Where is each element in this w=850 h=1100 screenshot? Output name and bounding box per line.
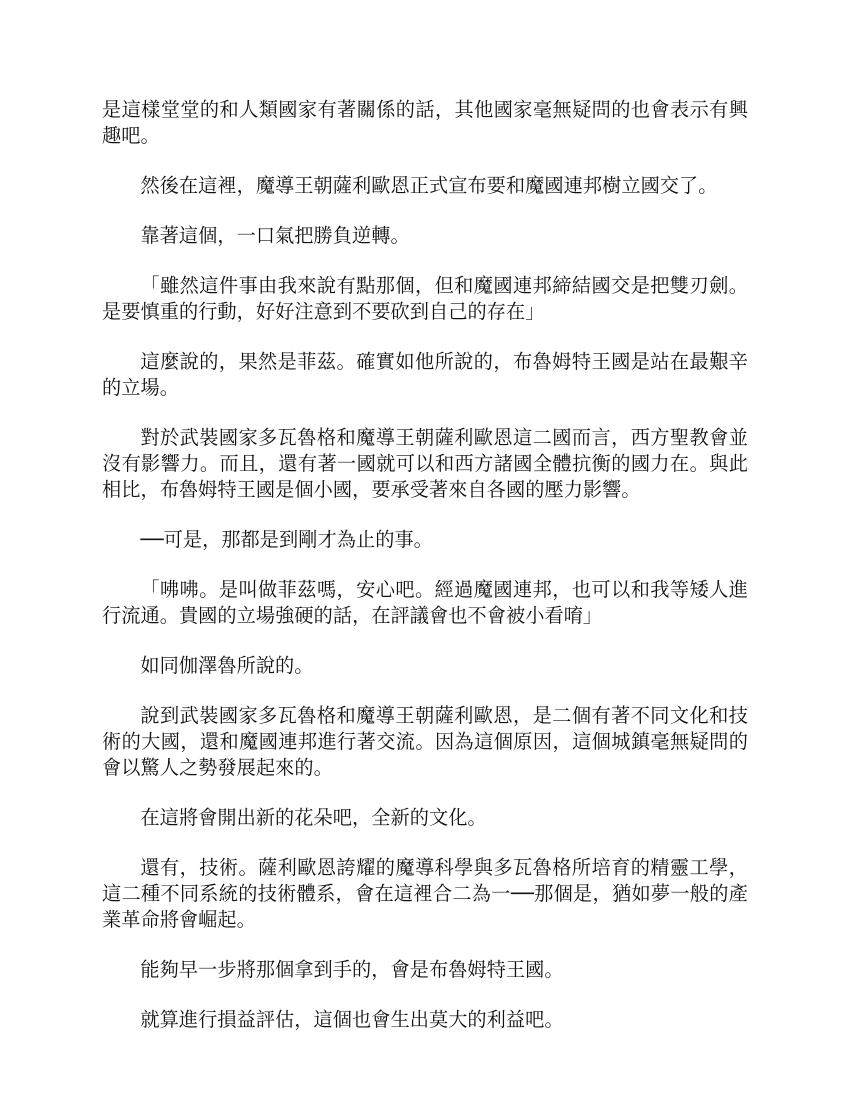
paragraph-1: 是這樣堂堂的和人類國家有著關係的話，其他國家毫無疑問的也會表示有興趣吧。	[102, 98, 748, 147]
paragraph-11: 在這將會開出新的花朵吧，全新的文化。	[140, 806, 487, 829]
document-page	[102, 97, 748, 1057]
paragraph-7: ──可是，那都是到剛才為止的事。	[140, 528, 433, 551]
paragraph-5: 這麼說的，果然是菲茲。確實如他所說的，布魯姆特王國是站在最艱辛的立場。	[102, 350, 748, 399]
paragraph-6: 對於武裝國家多瓦魯格和魔導王朝薩利歐恩這二國而言，西方聖教會並沒有影響力。而且，還有著一國就可以和西方諸國全體抗衡的國力在。與此相比，布魯姆特王國是個小國，要承受著來自各國的壓力影響。	[102, 426, 748, 501]
paragraph-9: 如同伽澤魯所說的。	[140, 654, 314, 677]
paragraph-2: 然後在這裡，魔導王朝薩利歐恩正式宣布要和魔國連邦樹立國交了。	[140, 174, 718, 197]
paragraph-13: 能夠早一步將那個拿到手的，會是布魯姆特王國。	[140, 958, 564, 981]
paragraph-4: 「雖然這件事由我來說有點那個，但和魔國連邦締結國交是把雙刃劍。是要慎重的行動，好好注意到不要砍到自己的存在」	[102, 274, 748, 323]
paragraph-12: 還有，技術。薩利歐恩誇耀的魔導科學與多瓦魯格所培育的精靈工學，這二種不同系統的技術體系，會在這裡合二為一──那個是，猶如夢一般的產業革命將會崛起。	[102, 856, 748, 931]
paragraph-14: 就算進行損益評估，這個也會生出莫大的利益吧。	[140, 1008, 564, 1031]
paragraph-8: 「咈咈。是叫做菲茲嗎，安心吧。經過魔國連邦，也可以和我等矮人進行流通。貴國的立場強硬的話，在評議會也不會被小看唷」	[102, 578, 748, 627]
paragraph-3: 靠著這個，一口氣把勝負逆轉。	[140, 224, 410, 247]
paragraph-10: 說到武裝國家多瓦魯格和魔導王朝薩利歐恩，是二個有著不同文化和技術的大國，還和魔國連邦進行著交流。因為這個原因，這個城鎮毫無疑問的會以驚人之勢發展起來的。	[102, 704, 748, 779]
